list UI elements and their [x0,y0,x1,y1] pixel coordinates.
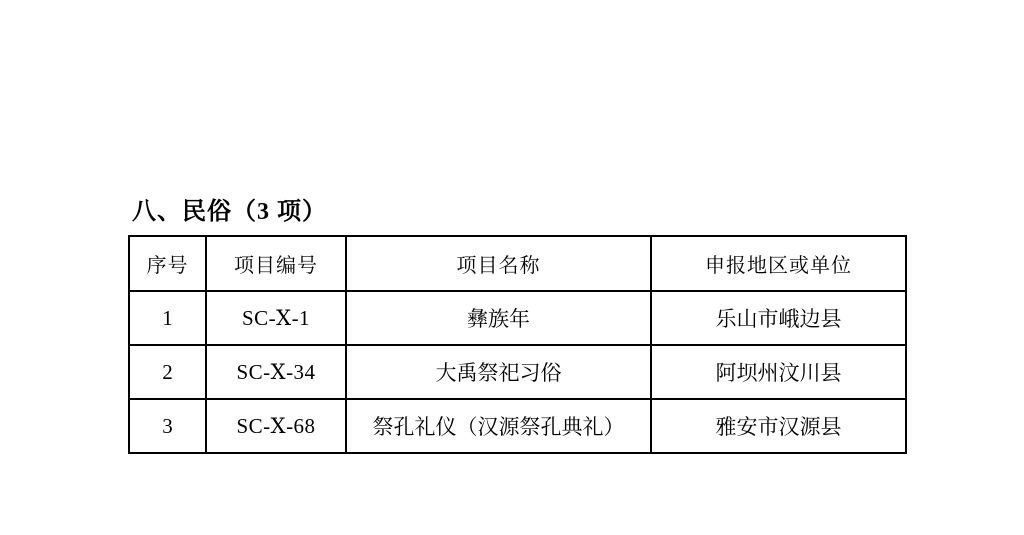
cell-name: 大禹祭祀习俗 [346,345,651,399]
table-row [129,291,906,345]
table-row [129,345,906,399]
heritage-table [128,235,907,454]
cell-code: SC-Ⅹ-68 [206,399,346,453]
cell-region: 乐山市峨边县 [651,291,906,345]
cell-no: 1 [129,291,206,345]
table-row [129,399,906,453]
cell-no: 3 [129,399,206,453]
header-cell-no: 序号 [129,236,206,291]
cell-region: 雅安市汉源县 [651,399,906,453]
cell-code: SC-Ⅹ-34 [206,345,346,399]
cell-name: 彝族年 [346,291,651,345]
cell-region: 阿坝州汶川县 [651,345,906,399]
header-cell-name: 项目名称 [346,236,651,291]
cell-no: 2 [129,345,206,399]
cell-code: SC-Ⅹ-1 [206,291,346,345]
header-cell-code: 项目编号 [206,236,346,291]
cell-name: 祭孔礼仪（汉源祭孔典礼） [346,399,651,453]
section-title: 八、民俗（3 项） [132,199,327,225]
header-cell-region: 申报地区或单位 [651,236,906,291]
table-header-row [129,236,906,291]
